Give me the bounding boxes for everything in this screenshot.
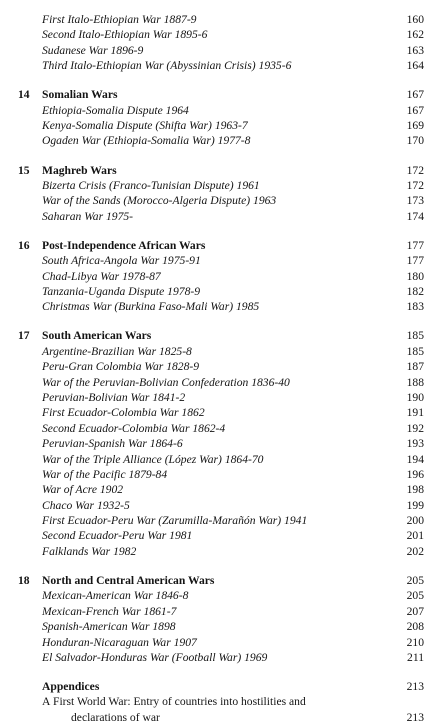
toc-entry: Second Ecuador-Peru War 1981 201 xyxy=(42,529,424,543)
chapter-number: 14 xyxy=(18,88,30,102)
page-number: 198 xyxy=(406,483,424,497)
page-number: 182 xyxy=(406,284,424,298)
toc-entry: War of the Peruvian-Bolivian Confederation 1836-40 188 xyxy=(42,375,424,389)
page-number: 199 xyxy=(406,498,424,512)
page-number: 180 xyxy=(406,269,424,283)
page-number: 163 xyxy=(406,43,424,57)
toc-entry: First Ecuador-Colombia War 1862 191 xyxy=(42,406,424,420)
page-number: 177 xyxy=(406,254,424,268)
toc-entry: Honduran-Nicaraguan War 1907 210 xyxy=(42,635,424,649)
page-number: 169 xyxy=(406,119,424,133)
toc-entry: Falklands War 1982 202 xyxy=(42,544,424,558)
page-number: 167 xyxy=(406,88,424,102)
toc-entry: Ogaden War (Ethiopia-Somalia War) 1977-8 170 xyxy=(42,134,424,148)
toc-entry: Chad-Libya War 1978-87 180 xyxy=(42,269,424,283)
toc-entry: South Africa-Angola War 1975-91 177 xyxy=(42,254,424,268)
toc-entry: Kenya-Somalia Dispute (Shifta War) 1963-7 169 xyxy=(42,119,424,133)
chapter-number: 17 xyxy=(18,329,30,343)
chapter-heading xyxy=(0,87,444,102)
toc-entry: War of the Triple Alliance (López War) 1864-70 194 xyxy=(42,452,424,466)
toc-entry: Tanzania-Uganda Dispute 1978-9 182 xyxy=(42,284,424,298)
toc-entry: Second Ecuador-Colombia War 1862-4 192 xyxy=(42,421,424,435)
appendices-heading xyxy=(0,679,444,694)
chapter-title: Maghreb Wars xyxy=(42,163,117,177)
page-number: 213 xyxy=(406,710,424,724)
page-number: 170 xyxy=(406,134,424,148)
chapter-title: South American Wars xyxy=(42,329,152,343)
chapter-title: Post-Independence African Wars xyxy=(42,238,206,252)
toc-entry: Chaco War 1932-5 199 xyxy=(42,498,424,512)
toc-entry: Peru-Gran Colombia War 1828-9 187 xyxy=(42,360,424,374)
toc-entry: Spanish-American War 1898 208 xyxy=(42,620,424,634)
toc-entry: Second Italo-Ethiopian War 1895-6 162 xyxy=(42,28,424,42)
chapter-title: North and Central American Wars xyxy=(42,573,215,587)
toc-entry: Mexican-American War 1846-8 205 xyxy=(42,589,424,603)
toc-entry: War of the Pacific 1879-84 196 xyxy=(42,467,424,481)
appendix-item xyxy=(0,694,444,709)
chapter-number: 16 xyxy=(18,238,30,252)
toc-entry: Peruvian-Spanish War 1864-6 193 xyxy=(42,437,424,451)
chapter-number: 15 xyxy=(18,163,30,177)
page-number: 213 xyxy=(406,679,424,693)
toc-entry: Ethiopia-Somalia Dispute 1964 167 xyxy=(42,103,424,117)
chapter-heading xyxy=(0,163,444,178)
toc-entry: El Salvador-Honduras War (Football War) 1969 211 xyxy=(42,650,424,664)
page-number: 174 xyxy=(406,209,424,223)
page-number: 185 xyxy=(406,344,424,358)
toc-entry: War of Acre 1902 198 xyxy=(42,483,424,497)
page-number: 188 xyxy=(406,375,424,389)
toc-entry: Argentine-Brazilian War 1825-8 185 xyxy=(42,344,424,358)
chapter-heading xyxy=(0,238,444,253)
toc-entry: War of the Sands (Morocco-Algeria Dispute) 1963 173 xyxy=(42,194,424,208)
table-of-contents xyxy=(0,12,444,725)
page-number: 187 xyxy=(406,360,424,374)
appendices-title: Appendices xyxy=(42,679,100,693)
appendix-title: First World War: Entry of countries into hostilities and xyxy=(53,695,306,709)
page-number: 207 xyxy=(406,604,424,618)
page-number: 202 xyxy=(406,544,424,558)
toc-entry: Christmas War (Burkina Faso-Mali War) 1985 183 xyxy=(42,300,424,314)
chapter-heading xyxy=(0,328,444,343)
chapter-title: Somalian Wars xyxy=(42,88,118,102)
page-number: 205 xyxy=(406,573,424,587)
chapter-heading xyxy=(0,573,444,588)
page-number: 211 xyxy=(407,650,424,664)
page-number: 172 xyxy=(406,163,424,177)
page-number: 167 xyxy=(406,103,424,117)
page-number: 210 xyxy=(406,635,424,649)
page-number: 192 xyxy=(406,421,424,435)
page-number: 190 xyxy=(406,390,424,404)
page-number: 164 xyxy=(406,59,424,73)
page-number: 201 xyxy=(406,529,424,543)
page-number: 172 xyxy=(406,178,424,192)
toc-entry: Third Italo-Ethiopian War (Abyssinian Crisis) 1935-6 164 xyxy=(42,59,424,73)
page-number: 183 xyxy=(406,300,424,314)
appendix-letter: A xyxy=(42,695,51,709)
toc-entry: Mexican-French War 1861-7 207 xyxy=(42,604,424,618)
page-number: 200 xyxy=(406,514,424,528)
page-number: 160 xyxy=(406,13,424,26)
toc-entry: Peruvian-Bolivian War 1841-2 190 xyxy=(42,390,424,404)
page-number: 196 xyxy=(406,467,424,481)
page-number: 205 xyxy=(406,589,424,603)
toc-entry: First Ecuador-Peru War (Zarumilla-Marañón War) 1941 200 xyxy=(42,514,424,528)
toc-entry: Sudanese War 1896-9 163 xyxy=(42,43,424,57)
chapter-number: 18 xyxy=(18,573,30,587)
page-number: 185 xyxy=(406,329,424,343)
toc-entry: Bizerta Crisis (Franco-Tunisian Dispute) 1961 172 xyxy=(42,178,424,192)
page-number: 162 xyxy=(406,28,424,42)
page-number: 193 xyxy=(406,437,424,451)
appendix-item-continued: declarations of war 213 xyxy=(71,710,424,724)
page-number: 191 xyxy=(406,406,424,420)
page-number: 194 xyxy=(406,452,424,466)
page-number: 173 xyxy=(406,194,424,208)
page-number: 208 xyxy=(406,620,424,634)
toc-entry: First Italo-Ethiopian War 1887-9 160 xyxy=(42,13,424,26)
toc-entry: Saharan War 1975- 174 xyxy=(42,209,424,223)
page-number: 177 xyxy=(406,238,424,252)
